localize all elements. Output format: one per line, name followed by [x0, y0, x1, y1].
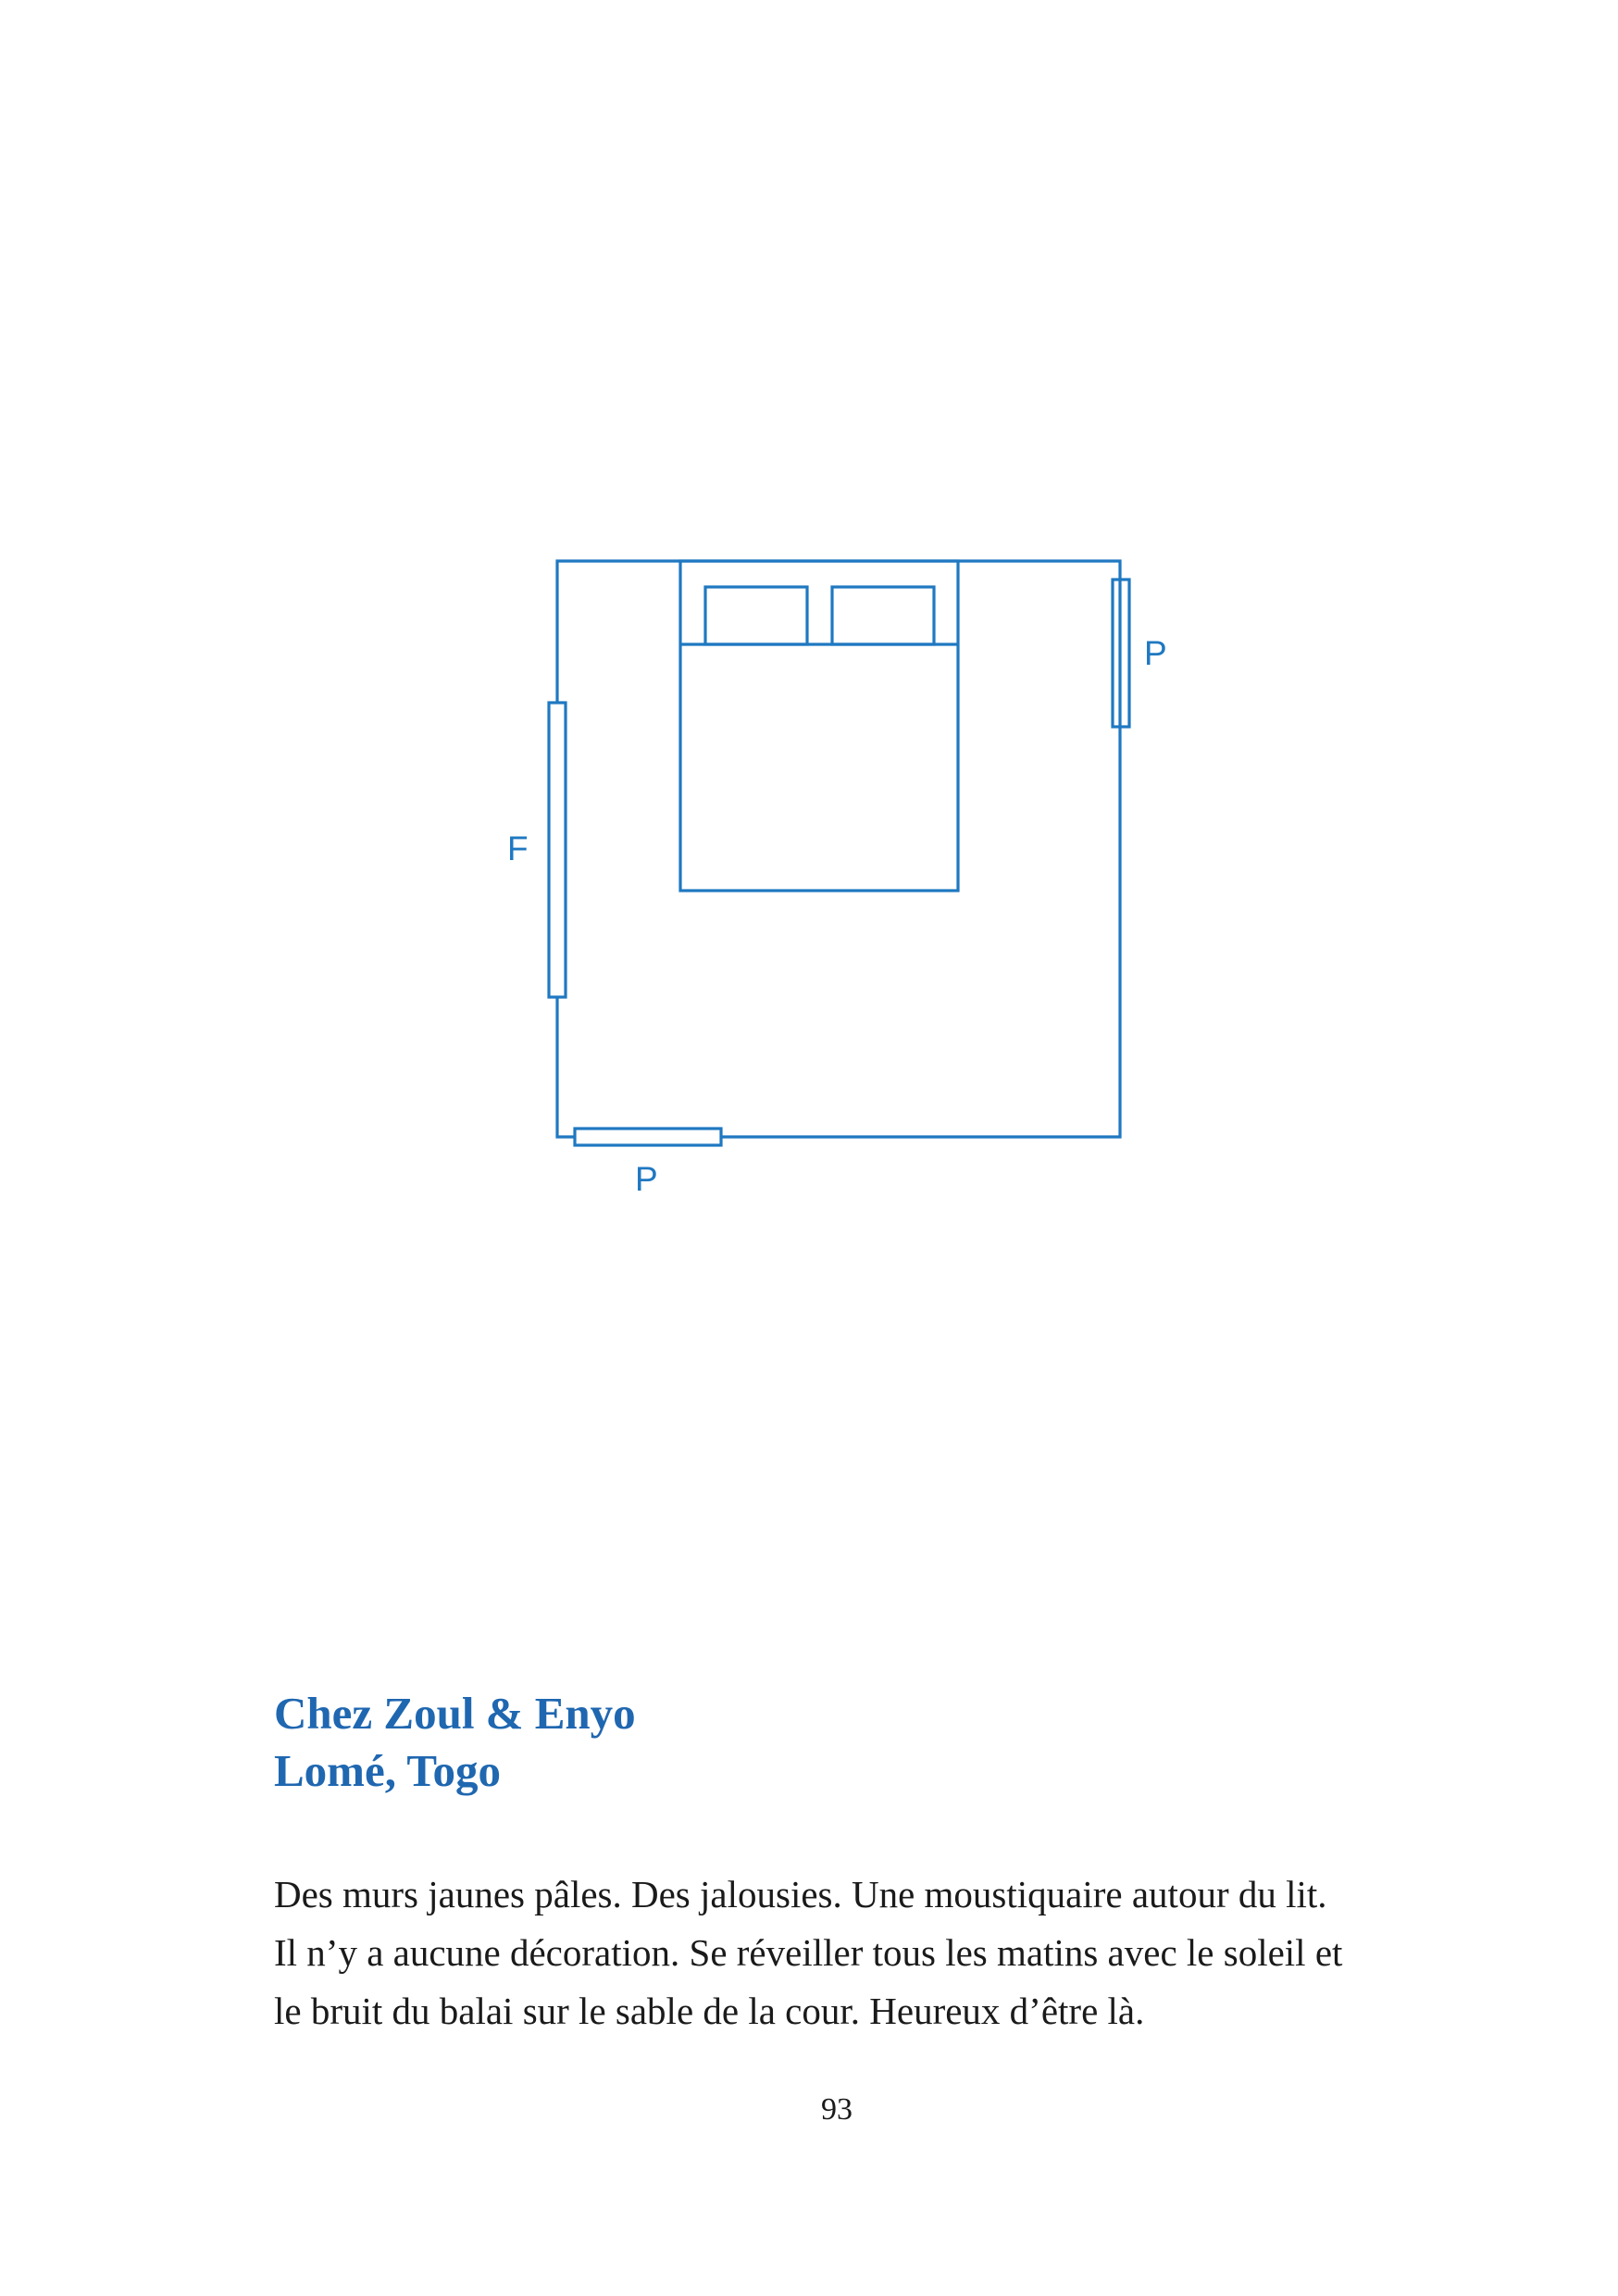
- room-walls: [557, 561, 1120, 1137]
- window-label: F: [507, 830, 529, 867]
- window-left: [549, 703, 566, 997]
- heading: [274, 1685, 1385, 1800]
- pillow-left: [705, 587, 807, 644]
- body-line-1: Des murs jaunes pâles. Des jalousies. Une moustiquaire autour du lit.: [274, 1873, 1327, 1915]
- body-line-3: le bruit du balai sur le sable de la cour. Heureux d’être là.: [274, 1990, 1145, 2032]
- heading-location: Lomé, Togo: [274, 1745, 502, 1796]
- body-paragraph: [274, 1866, 1422, 2040]
- bed: [680, 561, 958, 891]
- door-right-label: P: [1144, 634, 1167, 672]
- pillow-right: [832, 587, 934, 644]
- door-bottom: [575, 1129, 721, 1145]
- body-line-2: Il n’y a aucune décoration. Se réveiller tous les matins avec le soleil et: [274, 1931, 1343, 1974]
- page-number: 93: [821, 2092, 853, 2127]
- door-bottom-label: P: [635, 1160, 658, 1198]
- heading-title: Chez Zoul & Enyo: [274, 1688, 636, 1739]
